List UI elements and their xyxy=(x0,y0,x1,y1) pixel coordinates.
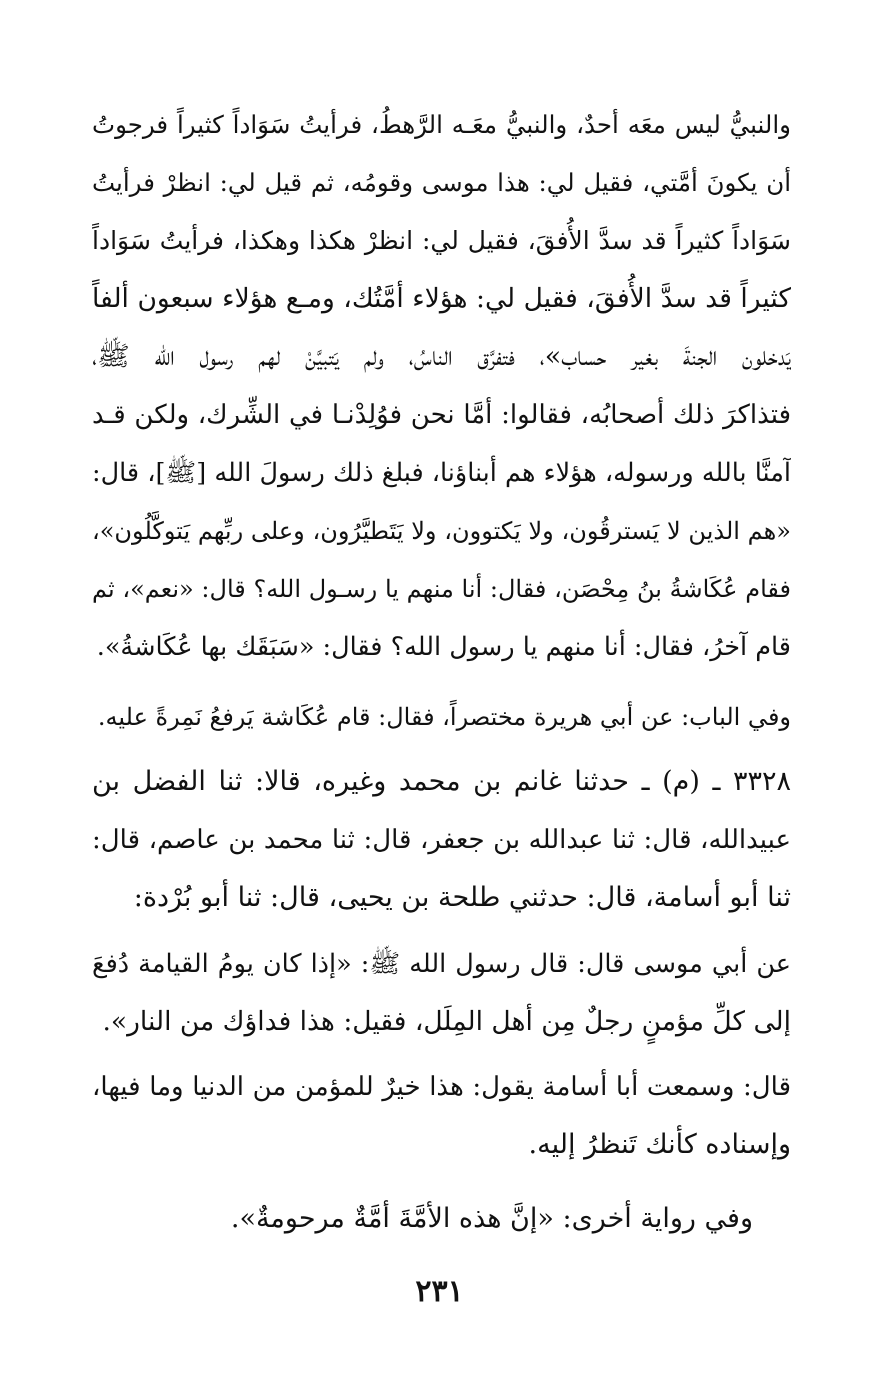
text-line: وفي رواية أخرى: «إنَّ هذه الأمَّةَ أمَّةٌ مرحومةٌ». xyxy=(230,1203,753,1234)
text-line: وإسناده كأنك تَنظرُ إليه. xyxy=(528,1129,791,1160)
text-line: قام آخرُ، فقال: أنا منهم يا رسول الله؟ فقال: «سَبَقَك بها عُكَاشةُ». xyxy=(96,632,791,662)
text-line: عبيدالله، قال: ثنا عبدالله بن جعفر، قال: ثنا محمد بن عاصم، قال: xyxy=(92,825,791,855)
page-number: ٢٣١ xyxy=(415,1274,464,1309)
text-line: يَدخلون الجنةَ بغير حساب»، فتفرَّق الناسُ، ولم يَتبيَّنْ لهم رسول الله ﷺ، xyxy=(92,341,791,372)
text-line: فقام عُكَاشةُ بنُ مِحْصَن، فقال: أنا منهم يا رسـول الله؟ قال: «نعم»، ثم xyxy=(92,575,791,603)
text-line: ثنا أبو أسامة، قال: حدثني طلحة بن يحيى، قال: ثنا أبو بُرْدة: xyxy=(133,882,791,913)
text-line: «هم الذين لا يَسترقُون، ولا يَكتوون، ولا يَتَطيَّرُون، وعلى ربِّهم يَتوكَّلُون»، xyxy=(92,517,791,545)
text-line: سَوَاداً كثيراً قد سدَّ الأُفقَ، فقيل لي: انظرْ هكذا وهكذا، فرأيتُ سَوَاداً xyxy=(92,226,791,255)
text-line: والنبيُّ ليس معَه أحدٌ، والنبيُّ معَـه الرَّهطُ، فرأيتُ سَوَاداً كثيراً فرجوتُ xyxy=(92,110,791,139)
text-line: عن أبي موسى قال: قال رسول الله ﷺ: «إذا كان يومُ القيامة دُفعَ xyxy=(92,949,791,979)
paragraph-isnad-3328 xyxy=(92,753,791,927)
text-line: آمنَّا بالله ورسوله، هؤلاء هم أبناؤنا، فبلغ ذلك رسولَ الله [ﷺ]، قال: xyxy=(92,458,791,488)
paragraph-other-narration xyxy=(92,1190,791,1248)
text-line: وفي الباب: عن أبي هريرة مختصراً، فقال: قام عُكَاشة يَرفعُ نَمِرةً عليه. xyxy=(97,703,791,731)
text-line: فتذاكرَ ذلك أصحابُه، فقالوا: أمَّا نحن فوُلِدْنـا في الشِّرك، ولكن قـد xyxy=(92,400,791,430)
text-line: إلى كلِّ مؤمنٍ رجلٌ مِن أهل المِلَل، فقيل: هذا فداؤك من النار». xyxy=(102,1006,791,1037)
paragraph-hadith-continuation xyxy=(92,96,791,676)
text-line: كثيراً قد سدَّ الأُفقَ، فقيل لي: هؤلاء أمَّتُك، ومـع هؤلاء سبعون ألفاً xyxy=(92,283,791,314)
text-line: قال: وسمعت أبا أسامة يقول: هذا خيرٌ للمؤمن من الدنيا وما فيها، xyxy=(92,1072,791,1102)
paragraph-matn-abu-musa xyxy=(92,935,791,1051)
paragraph-fil-bab xyxy=(92,688,791,746)
text-line: ٣٣٢٨ ـ (م) ـ حدثنا غانم بن محمد وغيره، قالا: ثنا الفضل بن xyxy=(92,766,791,797)
paragraph-abu-usama-comment xyxy=(92,1058,791,1174)
text-line: أن يكونَ أمَّتي، فقيل لي: هذا موسى وقومُه، ثم قيل لي: انظرْ فرأيتُ xyxy=(92,168,791,197)
